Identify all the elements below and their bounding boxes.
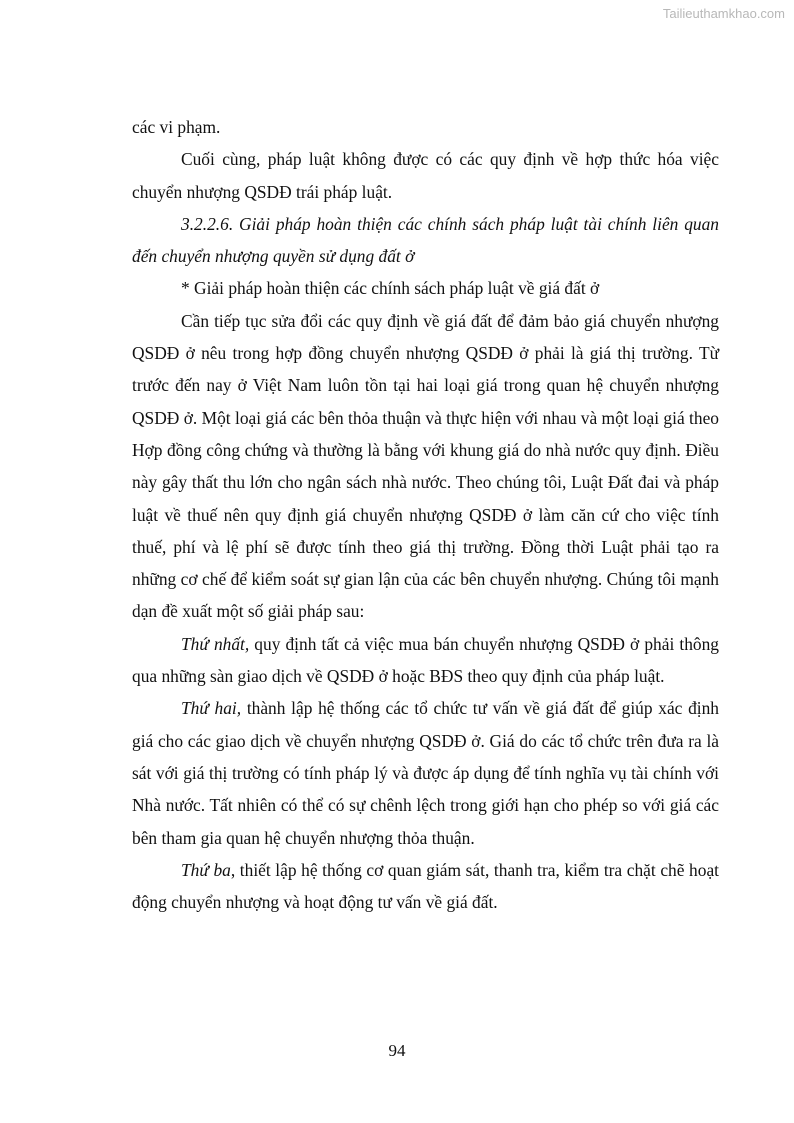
paragraph-continuation: các vi phạm. [132, 117, 221, 137]
paragraph-land-price: Cần tiếp tục sửa đổi các quy định về giá đất để đảm bảo giá chuyển nhượng QSDĐ ở nêu trong hợp đồng chuyển nhượng QSDĐ ở phải là giá thị trường. Từ trước đến nay ở Việt Nam luôn tồn tại hai loại giá trong quan hệ chuyển nhượng QSDĐ ở. Một loại giá các bên thỏa thuận và thực hiện với nhau và một loại giá theo Hợp đồng công chứng và thường là bằng với khung giá do nhà nước quy định. Điều này gây thất thu lớn cho ngân sách nhà nước. Theo chúng tôi, Luật Đất đai và pháp luật về thuế nên quy định giá chuyển nhượng QSDĐ ở làm căn cứ cho việc tính thuế, phí và lệ phí sẽ được tính theo giá thị trường. Đồng thời Luật phải tạo ra những cơ chế để kiểm soát sự gian lận của các bên chuyển nhượng. Chúng tôi mạnh dạn đề xuất một số giải pháp sau: [132, 310, 719, 622]
page-number: 94 [388, 1041, 406, 1060]
section-heading: 3.2.2.6. Giải pháp hoàn thiện các chính sách pháp luật tài chính liên quan đến chuyển nhượng quyền sử dụng đất ở [132, 213, 719, 267]
first-text: quy định tất cả việc mua bán chuyển nhượng QSDĐ ở phải thông qua những sàn giao dịch về QSDĐ ở hoặc BĐS theo quy định của pháp luật. [132, 633, 719, 687]
second-text: thành lập hệ thống các tổ chức tư vấn về giá đất để giúp xác định giá cho các giao dịch về chuyển nhượng QSDĐ ở. Giá do các tổ chức trên đưa ra là sát với giá thị trường có tính pháp lý và được áp dụng để tính nghĩa vụ tài chính với Nhà nước. Tất nhiên có thể có sự chênh lệch trong giới hạn cho phép so với giá các bên tham gia quan hệ chuyển nhượng thỏa thuận. [132, 698, 719, 848]
first-lead: Thứ nhất, [181, 633, 250, 654]
paragraph-third-solution [132, 854, 719, 919]
watermark-text: Tailieuthamkhao.com [662, 6, 785, 21]
paragraph-first-solution [132, 628, 719, 693]
third-text: , thiết lập hệ thống cơ quan giám sát, thanh tra, kiểm tra chặt chẽ hoạt động chuyển nhượng và hoạt động tư vấn về giá đất. [132, 859, 719, 913]
paragraph-second-solution [132, 692, 719, 853]
page-body [132, 111, 719, 918]
subsection-bullet: * Giải pháp hoàn thiện các chính sách pháp luật về giá đất ở [181, 278, 600, 299]
paragraph-conclusion: Cuối cùng, pháp luật không được có các quy định về hợp thức hóa việc chuyển nhượng QSDĐ trái pháp luật. [132, 149, 719, 202]
second-lead: Thứ hai, [181, 698, 242, 719]
third-lead: Thứ ba [181, 859, 231, 880]
